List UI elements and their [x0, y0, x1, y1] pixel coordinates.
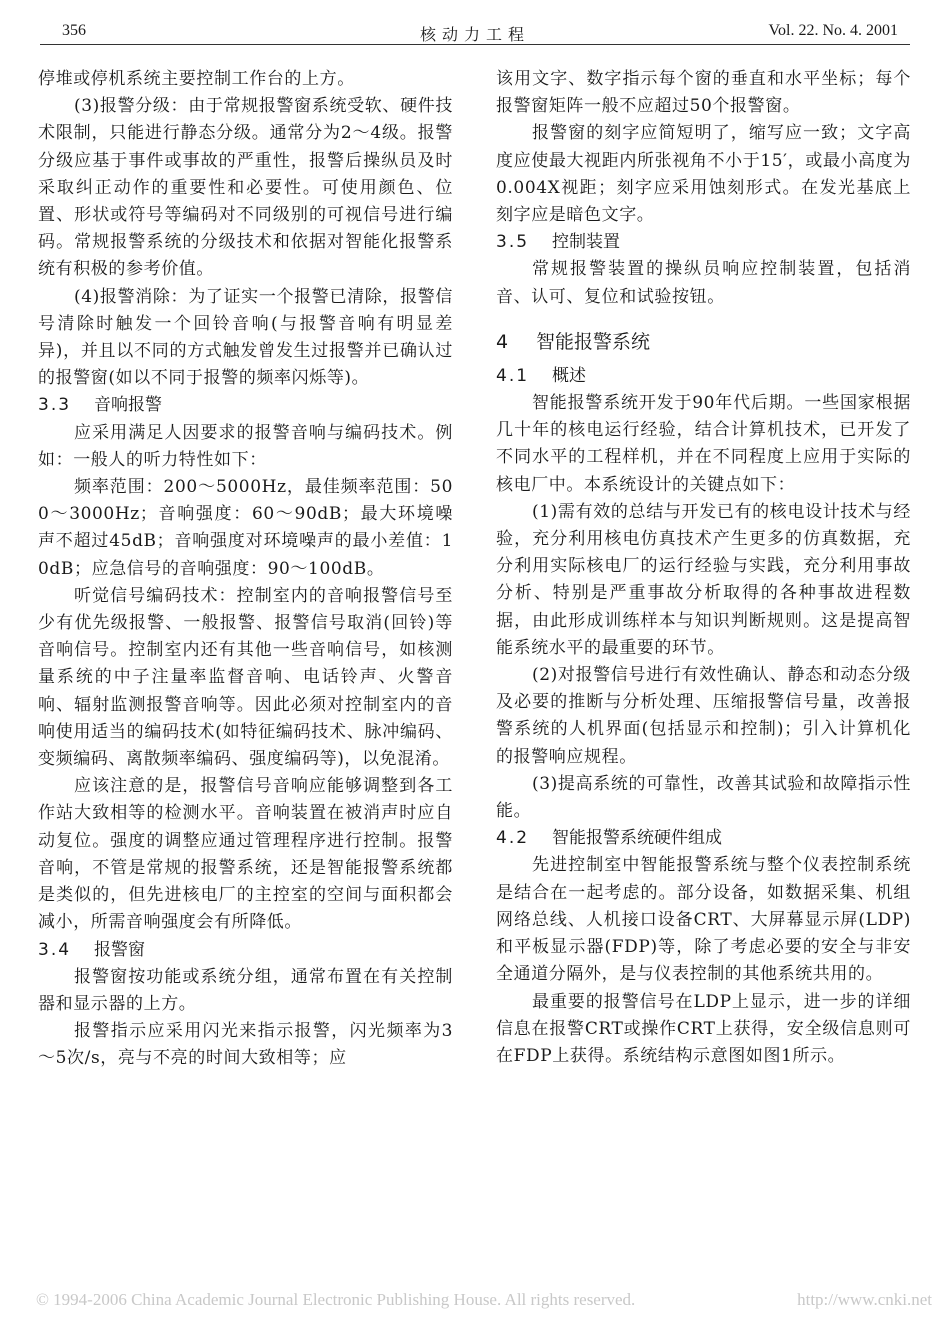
paragraph: (3)提高系统的可靠性，改善其试验和故障指示性能。	[496, 773, 911, 822]
section-heading-4-2	[496, 825, 911, 852]
volume-info: Vol. 22. No. 4. 2001	[768, 22, 898, 39]
section-title: 概述	[552, 365, 586, 386]
section-number: 4.1	[496, 365, 530, 386]
paragraph: 该用文字、数字指示每个窗的垂直和水平坐标；每个报警窗矩阵一般不应超过50个报警窗。	[496, 69, 911, 117]
section-heading-3-5	[496, 229, 911, 256]
copyright-watermark	[36, 1290, 936, 1310]
paragraph: (4)报警消除：为了证实一个报警已清除，报警信号清除时触发一个回铃音响(与报警音响有明显差异)，并且以不同的方式触发曾发生过报警并已确认过的报警窗(如以不同于报警的频率闪烁等)。	[38, 286, 453, 389]
paragraph: (3)报警分级：由于常规报警窗系统受软、硬件技术限制，只能进行静态分级。通常分为2～4级。报警分级应基于事件或事故的严重性，报警后操纵员及时采取纠正动作的重要性和必要性。可使用颜色、位置、形状或符号等编码对不同级别的可视信号进行编码。常规报警系统的分级技术和依据对智能化报警系统有积极的参考价值。	[38, 96, 453, 280]
section-title: 智能报警系统硬件组成	[552, 828, 722, 849]
journal-title: 核动力工程	[419, 27, 530, 44]
section-number: 3.3	[38, 395, 72, 416]
paragraph: 频率范围：200～5000Hz，最佳频率范围：500～3000Hz；音响强度：60～90dB；最大环境噪声不超过45dB；音响强度对环境噪声的最小差值：10dB；应急信号的音响强度：90～100dB。	[38, 477, 453, 579]
chapter-title: 智能报警系统	[536, 330, 651, 353]
section-number: 3.4	[38, 939, 72, 960]
section-title: 音响报警	[94, 395, 162, 416]
section-heading-4-1	[496, 363, 911, 390]
paragraph: 应该注意的是，报警信号音响应能够调整到各工作站大致相等的检测水平。音响装置在被消声时应自动复位。强度的调整应通过管理程序进行控制。报警音响，不管是常规的报警系统，还是智能报警系统都是类似的，但先进核电厂的主控室的空间与面积都会减小，所需音响强度会有所降低。	[38, 776, 453, 933]
paragraph: 停堆或停机系统主要控制工作台的上方。	[38, 69, 355, 89]
section-number: 4.2	[496, 828, 530, 849]
section-title: 控制装置	[552, 232, 620, 253]
paragraph: (2)对报警信号进行有效性确认、静态和动态分级及必要的推断与分析处理、压缩报警信号量，改善报警系统的人机界面(包括显示和控制)；引入计算机化的报警响应规程。	[496, 665, 911, 767]
section-heading-3-4	[38, 937, 453, 964]
section-number: 3.5	[496, 232, 530, 253]
section-heading-3-3	[38, 392, 453, 419]
paragraph: 先进控制室中智能报警系统与整个仪表控制系统是结合在一起考虑的。部分设备，如数据采集、机组网络总线、人机接口设备CRT、大屏幕显示屏(LDP)和平板显示器(FDP)等，除了考虑必要的安全与非安全通道分隔外，是与仪表控制的其他系统共用的。	[496, 855, 911, 985]
paragraph: 最重要的报警信号在LDP上显示，进一步的详细信息在报警CRT或操作CRT上获得，安全级信息则可在FDP上获得。系统结构示意图如图1所示。	[496, 991, 911, 1066]
paragraph: 听觉信号编码技术：控制室内的音响报警信号至少有优先级报警、一般报警、报警信号取消(回铃)等音响信号。控制室内还有其他一些音响信号，如核测量系统的中子注量率监督音响、电话铃声、火警音响、辐射监测报警音响等。因此必须对控制室内的音响使用适当的编码技术(如特征编码技术、脉冲编码、变频编码、离散频率编码、强度编码等)，以免混淆。	[38, 585, 453, 770]
paragraph: 常规报警装置的操纵员响应控制装置，包括消音、认可、复位和试验按钮。	[496, 259, 911, 307]
paragraph: 报警指示应采用闪光来指示报警，闪光频率为3～5次/s，亮与不亮的时间大致相等；应	[38, 1021, 453, 1069]
paragraph: 智能报警系统开发于90年代后期。一些国家根据几十年的核电运行经验，结合计算机技术，已开发了不同水平的工程样机，并在不同程度上应用于实际的核电厂中。本系统设计的关键点如下：	[496, 393, 911, 495]
site-url: http://www.cnki.net	[797, 1290, 932, 1309]
chapter-number: 4	[496, 330, 509, 353]
paragraph: (1)需有效的总结与开发已有的核电设计技术与经验，充分利用核电仿真技术产生更多的仿真数据，充分利用实际核电厂的运行经验与实践，充分利用事故分析、特别是严重事故分析取得的各种事故进程数据，由此形成训练样本与知识判断规则。这是提高智能系统水平的最重要的环节。	[496, 501, 911, 658]
chapter-heading-4	[496, 327, 911, 357]
section-title: 报警窗	[94, 939, 145, 960]
right-column	[496, 66, 911, 1070]
left-column	[38, 66, 453, 1073]
paragraph: 应采用满足人因要求的报警音响与编码技术。例如：一般人的听力特性如下：	[38, 422, 453, 470]
paragraph: 报警窗的刻字应简短明了，缩写应一致；文字高度应使最大视距内所张视角不小于15′，或最小高度为0.004X视距；刻字应采用蚀刻形式。在发光基底上刻字应是暗色文字。	[496, 123, 911, 226]
page-number: 356	[62, 22, 86, 39]
copyright-text: © 1994-2006 China Academic Journal Electronic Publishing House. All rights reserved.	[36, 1290, 636, 1309]
paragraph: 报警窗按功能或系统分组，通常布置在有关控制器和显示器的上方。	[38, 966, 453, 1014]
running-header	[40, 18, 910, 45]
